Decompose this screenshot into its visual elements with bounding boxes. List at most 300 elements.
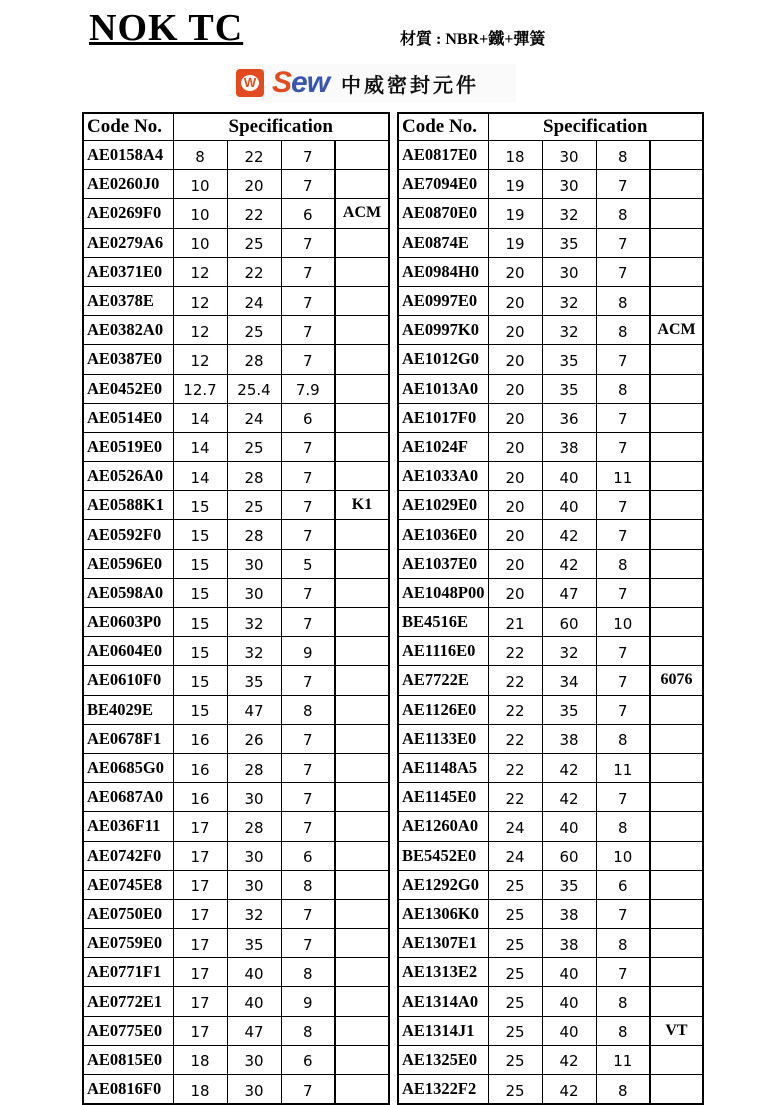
page-title: NOK TC	[89, 7, 244, 49]
note-cell	[650, 228, 703, 257]
spec-cell: 8	[281, 1016, 335, 1045]
spec-cell: 25	[227, 491, 281, 520]
spec-cell: 20	[488, 403, 542, 432]
note-cell	[650, 929, 703, 958]
spec-cell: 28	[227, 345, 281, 374]
spec-cell: 42	[542, 520, 596, 549]
spec-cell: 42	[542, 1045, 596, 1074]
spec-cell: 7	[596, 637, 650, 666]
spec-cell: 32	[227, 899, 281, 928]
spec-cell: 30	[227, 1045, 281, 1074]
note-cell	[650, 1075, 703, 1105]
note-cell	[335, 870, 389, 899]
code-cell: AE1029E0	[398, 491, 488, 520]
spec-cell: 35	[542, 374, 596, 403]
spec-cell: 17	[173, 929, 227, 958]
code-cell: AE0984H0	[398, 257, 488, 286]
note-cell	[335, 257, 389, 286]
table-row	[83, 520, 389, 549]
spec-cell: 7	[281, 578, 335, 607]
note-cell	[335, 899, 389, 928]
spec-cell: 8	[596, 141, 650, 170]
table-row	[83, 987, 389, 1016]
spec-cell: 8	[281, 870, 335, 899]
spec-cell: 6	[281, 199, 335, 228]
spec-cell: 6	[281, 1045, 335, 1074]
spec-cell: 6	[281, 841, 335, 870]
table-row	[398, 257, 703, 286]
spec-cell: 25	[227, 432, 281, 461]
note-cell	[335, 432, 389, 461]
spec-cell: 7	[281, 783, 335, 812]
spec-cell: 11	[596, 1045, 650, 1074]
table-row	[398, 141, 703, 170]
code-cell: AE0750E0	[83, 899, 173, 928]
note-cell	[650, 695, 703, 724]
spec-cell: 7	[281, 1075, 335, 1105]
spec-cell: 38	[542, 899, 596, 928]
spec-cell: 7	[281, 724, 335, 753]
table-row	[398, 374, 703, 403]
code-cell: AE1037E0	[398, 549, 488, 578]
note-cell	[650, 870, 703, 899]
spec-cell: 30	[227, 549, 281, 578]
note-cell	[650, 549, 703, 578]
spec-cell: 40	[227, 958, 281, 987]
code-cell: AE1292G0	[398, 870, 488, 899]
spec-cell: 7	[596, 578, 650, 607]
code-cell: AE0371E0	[83, 257, 173, 286]
spec-cell: 8	[596, 987, 650, 1016]
note-cell: ACM	[650, 316, 703, 345]
spec-cell: 20	[488, 432, 542, 461]
note-cell	[335, 549, 389, 578]
spec-cell: 7	[281, 286, 335, 315]
spec-cell: 7	[596, 520, 650, 549]
code-cell: AE7722E	[398, 666, 488, 695]
table-row	[398, 841, 703, 870]
spec-cell: 32	[227, 608, 281, 637]
spec-cell: 25	[488, 929, 542, 958]
spec-cell: 7	[596, 257, 650, 286]
code-cell: AE0452E0	[83, 374, 173, 403]
code-cell: AE1325E0	[398, 1045, 488, 1074]
spec-cell: 20	[488, 316, 542, 345]
spec-cell: 8	[173, 141, 227, 170]
spec-cell: 42	[542, 1075, 596, 1105]
spec-cell: 7	[281, 316, 335, 345]
spec-cell: 32	[542, 286, 596, 315]
spec-cell: 7	[596, 345, 650, 374]
note-cell	[650, 958, 703, 987]
note-cell: K1	[335, 491, 389, 520]
spec-cell: 35	[542, 345, 596, 374]
spec-cell: 24	[488, 841, 542, 870]
spec-cell: 20	[488, 578, 542, 607]
note-cell: 6076	[650, 666, 703, 695]
spec-cell: 6	[281, 403, 335, 432]
code-cell: AE0514E0	[83, 403, 173, 432]
spec-cell: 10	[596, 841, 650, 870]
table-row	[398, 958, 703, 987]
code-cell: BE4029E	[83, 695, 173, 724]
spec-table-left	[82, 112, 390, 1105]
spec-cell: 19	[488, 228, 542, 257]
code-cell: AE0279A6	[83, 228, 173, 257]
table-row	[83, 374, 389, 403]
spec-cell: 20	[488, 462, 542, 491]
spec-cell: 17	[173, 958, 227, 987]
table-row	[83, 812, 389, 841]
note-cell	[650, 987, 703, 1016]
note-cell	[650, 170, 703, 199]
spec-cell: 8	[596, 1016, 650, 1045]
table-row	[83, 578, 389, 607]
spec-cell: 17	[173, 841, 227, 870]
spec-cell: 25	[488, 899, 542, 928]
code-cell: BE5452E0	[398, 841, 488, 870]
note-cell	[335, 520, 389, 549]
spec-cell: 7	[596, 491, 650, 520]
spec-cell: 22	[227, 199, 281, 228]
note-cell: VT	[650, 1016, 703, 1045]
table-row	[83, 286, 389, 315]
note-cell	[650, 462, 703, 491]
spec-cell: 7	[281, 520, 335, 549]
spec-cell: 20	[488, 286, 542, 315]
table-row	[398, 549, 703, 578]
spec-cell: 15	[173, 491, 227, 520]
table-row	[398, 286, 703, 315]
spec-cell: 7.9	[281, 374, 335, 403]
spec-cell: 7	[281, 753, 335, 782]
spec-cell: 16	[173, 724, 227, 753]
spec-cell: 40	[542, 987, 596, 1016]
spec-cell: 47	[227, 1016, 281, 1045]
note-cell	[335, 1045, 389, 1074]
note-cell	[335, 695, 389, 724]
code-cell: AE0260J0	[83, 170, 173, 199]
code-cell: AE0588K1	[83, 491, 173, 520]
table-row	[83, 345, 389, 374]
note-cell	[335, 608, 389, 637]
code-cell: AE1322F2	[398, 1075, 488, 1105]
code-cell: BE4516E	[398, 608, 488, 637]
note-cell	[650, 374, 703, 403]
code-cell: AE0678F1	[83, 724, 173, 753]
spec-cell: 25	[488, 870, 542, 899]
code-cell: AE0598A0	[83, 578, 173, 607]
spec-cell: 17	[173, 870, 227, 899]
spec-cell: 40	[227, 987, 281, 1016]
spec-cell: 15	[173, 666, 227, 695]
code-cell: AE0596E0	[83, 549, 173, 578]
spec-cell: 20	[488, 520, 542, 549]
spec-cell: 7	[596, 432, 650, 461]
spec-cell: 8	[596, 316, 650, 345]
code-cell: AE0387E0	[83, 345, 173, 374]
note-cell	[650, 637, 703, 666]
spec-cell: 25	[488, 987, 542, 1016]
spec-cell: 14	[173, 462, 227, 491]
spec-cell: 8	[281, 958, 335, 987]
note-cell	[650, 608, 703, 637]
spec-cell: 10	[173, 228, 227, 257]
note-cell	[335, 578, 389, 607]
note-cell	[650, 899, 703, 928]
spec-cell: 36	[542, 403, 596, 432]
spec-cell: 8	[596, 812, 650, 841]
spec-cell: 24	[227, 286, 281, 315]
spec-cell: 35	[542, 228, 596, 257]
code-cell: AE1133E0	[398, 724, 488, 753]
table-row	[83, 491, 389, 520]
spec-cell: 11	[596, 462, 650, 491]
spec-cell: 7	[596, 958, 650, 987]
spec-cell: 18	[173, 1045, 227, 1074]
code-cell: AE1116E0	[398, 637, 488, 666]
spec-cell: 25	[488, 1075, 542, 1105]
table-row	[83, 929, 389, 958]
table-row	[83, 170, 389, 199]
code-cell: AE0759E0	[83, 929, 173, 958]
company-logo	[232, 64, 516, 102]
note-cell	[650, 403, 703, 432]
note-cell	[335, 666, 389, 695]
spec-cell: 26	[227, 724, 281, 753]
note-cell	[650, 812, 703, 841]
spec-cell: 25	[488, 1045, 542, 1074]
table-row	[398, 1045, 703, 1074]
spec-cell: 40	[542, 1016, 596, 1045]
spec-cell: 25	[227, 228, 281, 257]
note-cell	[650, 199, 703, 228]
material-note: 材質 : NBR+鐵+彈簧	[400, 31, 546, 48]
code-cell: AE0874E	[398, 228, 488, 257]
spec-cell: 20	[488, 257, 542, 286]
spec-cell: 24	[488, 812, 542, 841]
table-row	[83, 549, 389, 578]
spec-cell: 19	[488, 170, 542, 199]
spec-cell: 60	[542, 608, 596, 637]
spec-cell: 7	[281, 899, 335, 928]
code-cell: AE1013A0	[398, 374, 488, 403]
code-cell: AE1126E0	[398, 695, 488, 724]
spec-cell: 25.4	[227, 374, 281, 403]
code-cell: AE1148A5	[398, 753, 488, 782]
spec-cell: 22	[488, 783, 542, 812]
spec-table-right	[397, 112, 704, 1105]
code-cell: AE0817E0	[398, 141, 488, 170]
spec-cell: 30	[227, 783, 281, 812]
spec-cell: 32	[542, 637, 596, 666]
spec-cell: 7	[596, 228, 650, 257]
spec-cell: 28	[227, 812, 281, 841]
spec-cell: 10	[173, 199, 227, 228]
spec-cell: 9	[281, 637, 335, 666]
spec-cell: 34	[542, 666, 596, 695]
code-cell: AE1033A0	[398, 462, 488, 491]
code-cell: AE0685G0	[83, 753, 173, 782]
spec-cell: 14	[173, 403, 227, 432]
spec-cell: 30	[542, 141, 596, 170]
table-row	[83, 958, 389, 987]
spec-cell: 7	[281, 608, 335, 637]
spec-cell: 7	[281, 462, 335, 491]
spec-cell: 22	[488, 637, 542, 666]
table-row	[83, 432, 389, 461]
table-row	[398, 899, 703, 928]
table-row	[83, 841, 389, 870]
table-row	[83, 1016, 389, 1045]
code-cell: AE0526A0	[83, 462, 173, 491]
spec-cell: 30	[227, 1075, 281, 1105]
spec-cell: 15	[173, 637, 227, 666]
spec-cell: 8	[596, 929, 650, 958]
code-cell: AE0816F0	[83, 1075, 173, 1105]
code-cell: AE1306K0	[398, 899, 488, 928]
spec-cell: 20	[488, 374, 542, 403]
spec-cell: 7	[281, 812, 335, 841]
note-cell	[650, 753, 703, 782]
table-row	[83, 316, 389, 345]
table-row	[398, 608, 703, 637]
note-cell	[335, 812, 389, 841]
spec-cell: 38	[542, 432, 596, 461]
logo-mark-icon: W	[236, 69, 264, 97]
spec-cell: 24	[227, 403, 281, 432]
spec-cell: 22	[488, 753, 542, 782]
code-cell: AE0997K0	[398, 316, 488, 345]
code-cell: AE0742F0	[83, 841, 173, 870]
table-row	[398, 228, 703, 257]
spec-cell: 20	[488, 345, 542, 374]
code-cell: AE0378E	[83, 286, 173, 315]
code-cell: AE0771F1	[83, 958, 173, 987]
table-row	[398, 170, 703, 199]
spec-cell: 11	[596, 753, 650, 782]
table-row	[398, 929, 703, 958]
spec-cell: 16	[173, 783, 227, 812]
code-cell: AE1307E1	[398, 929, 488, 958]
spec-cell: 7	[281, 257, 335, 286]
spec-cell: 18	[488, 141, 542, 170]
spec-cell: 6	[596, 870, 650, 899]
code-cell: AE1012G0	[398, 345, 488, 374]
spec-cell: 28	[227, 520, 281, 549]
spec-cell: 12	[173, 316, 227, 345]
spec-cell: 8	[281, 695, 335, 724]
table-row	[83, 141, 389, 170]
table-row	[398, 462, 703, 491]
table-row	[83, 403, 389, 432]
spec-cell: 25	[488, 958, 542, 987]
spec-cell: 15	[173, 549, 227, 578]
spec-cell: 20	[227, 170, 281, 199]
note-cell	[650, 520, 703, 549]
spec-cell: 30	[227, 841, 281, 870]
spec-cell: 10	[173, 170, 227, 199]
spec-cell: 32	[227, 637, 281, 666]
spec-cell: 7	[281, 228, 335, 257]
spec-cell: 15	[173, 578, 227, 607]
logo-company-name: 中威密封元件	[341, 72, 480, 97]
spec-cell: 14	[173, 432, 227, 461]
spec-cell: 42	[542, 753, 596, 782]
spec-cell: 9	[281, 987, 335, 1016]
spec-cell: 20	[488, 549, 542, 578]
spec-cell: 17	[173, 812, 227, 841]
spec-cell: 22	[488, 666, 542, 695]
code-cell: AE0269F0	[83, 199, 173, 228]
table-row	[398, 753, 703, 782]
table-row	[398, 637, 703, 666]
code-cell: AE0772E1	[83, 987, 173, 1016]
spec-cell: 7	[596, 899, 650, 928]
code-cell: AE1145E0	[398, 783, 488, 812]
spec-cell: 17	[173, 899, 227, 928]
code-cell: AE0382A0	[83, 316, 173, 345]
code-cell: AE1314J1	[398, 1016, 488, 1045]
code-cell: AE1048P00	[398, 578, 488, 607]
note-cell	[650, 841, 703, 870]
spec-cell: 7	[596, 170, 650, 199]
spec-cell: 47	[542, 578, 596, 607]
spec-cell: 32	[542, 316, 596, 345]
spec-cell: 7	[596, 403, 650, 432]
table-row	[398, 870, 703, 899]
table-row	[398, 316, 703, 345]
spec-cell: 35	[542, 870, 596, 899]
table-row	[398, 199, 703, 228]
table-row	[398, 403, 703, 432]
table-row	[398, 724, 703, 753]
code-cell: AE0745E8	[83, 870, 173, 899]
spec-cell: 30	[227, 578, 281, 607]
code-cell: AE0687A0	[83, 783, 173, 812]
table-row	[83, 637, 389, 666]
note-cell	[335, 228, 389, 257]
spec-cell: 30	[542, 257, 596, 286]
spec-cell: 5	[281, 549, 335, 578]
spec-cell: 35	[227, 666, 281, 695]
spec-cell: 7	[281, 141, 335, 170]
spec-cell: 18	[173, 1075, 227, 1105]
spec-cell: 8	[596, 374, 650, 403]
note-cell	[650, 286, 703, 315]
table-row	[83, 899, 389, 928]
table-row	[398, 345, 703, 374]
note-cell	[650, 345, 703, 374]
spec-cell: 12	[173, 257, 227, 286]
note-cell	[335, 753, 389, 782]
note-cell	[335, 141, 389, 170]
spec-cell: 17	[173, 1016, 227, 1045]
spec-cell: 17	[173, 987, 227, 1016]
table-row	[398, 695, 703, 724]
spec-cell: 28	[227, 462, 281, 491]
note-cell	[335, 783, 389, 812]
spec-cell: 8	[596, 199, 650, 228]
note-cell	[335, 637, 389, 666]
note-cell	[650, 491, 703, 520]
table-row	[398, 520, 703, 549]
spec-cell: 25	[488, 1016, 542, 1045]
spec-cell: 12	[173, 286, 227, 315]
code-cell: AE0610F0	[83, 666, 173, 695]
note-cell	[335, 374, 389, 403]
code-cell: AE0870E0	[398, 199, 488, 228]
